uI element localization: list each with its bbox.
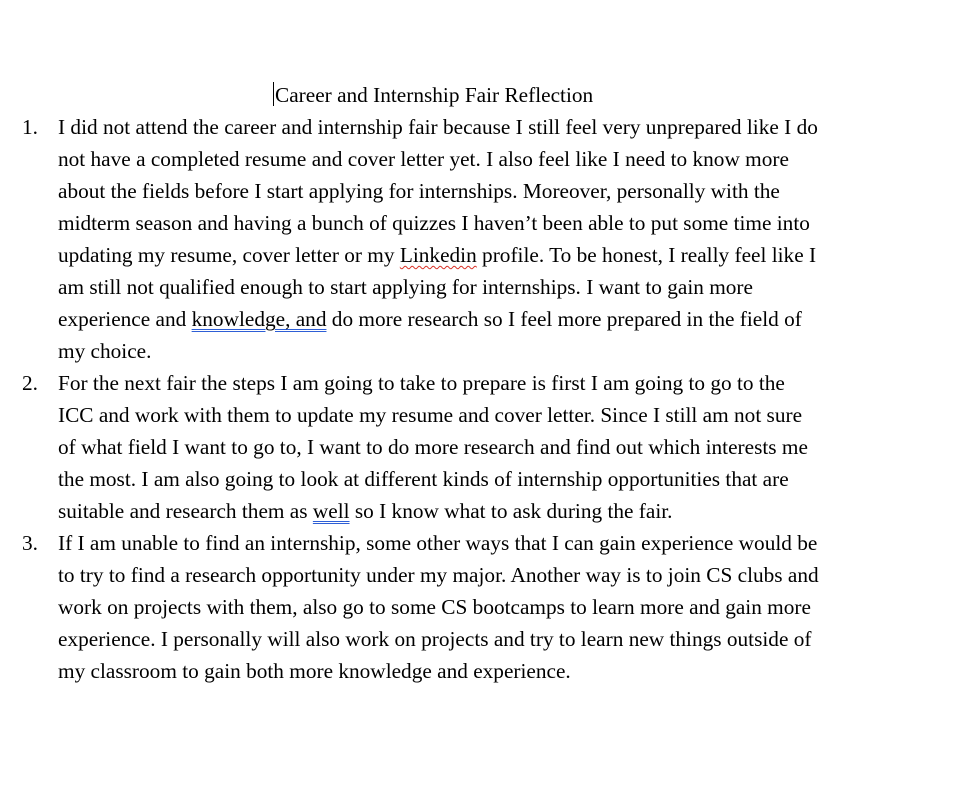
paragraph-2[interactable]	[58, 367, 928, 527]
text-segment: suitable and research them as	[58, 499, 313, 523]
list-item-2	[0, 367, 976, 527]
paragraph-3[interactable]	[58, 527, 928, 687]
list-number: 2.	[22, 371, 38, 395]
reflection-list	[0, 111, 976, 687]
paragraph-line	[58, 239, 928, 271]
paragraph-line: of what field I want to go to, I want to do more research and find out which interests me	[58, 435, 808, 459]
list-number: 3.	[22, 531, 38, 555]
paragraph-line: For the next fair the steps I am going to take to prepare is first I am going to go to the	[58, 371, 785, 395]
paragraph-1[interactable]	[58, 111, 928, 367]
paragraph-line	[58, 303, 928, 335]
text-cursor	[273, 82, 274, 106]
paragraph-line: my classroom to gain both more knowledge and experience.	[58, 659, 571, 683]
paragraph-line: the most. I am also going to look at different kinds of internship opportunities that are	[58, 467, 789, 491]
text-segment: updating my resume, cover letter or my	[58, 243, 400, 267]
spelling-flagged-word[interactable]: Linkedin	[399, 243, 477, 267]
text-segment: so I know what to ask during the fair.	[349, 499, 673, 523]
text-segment: do more research so I feel more prepared in the field of	[326, 307, 802, 331]
grammar-flagged-word[interactable]: well	[312, 499, 350, 523]
list-number: 1.	[22, 115, 38, 139]
list-item-1	[0, 111, 976, 367]
text-segment: profile. To be honest, I really feel like I	[476, 243, 817, 267]
paragraph-line: my choice.	[58, 339, 152, 363]
paragraph-line: ICC and work with them to update my resume and cover letter. Since I still am not sure	[58, 403, 803, 427]
paragraph-line: to try to find a research opportunity under my major. Another way is to join CS clubs and	[58, 563, 819, 587]
paragraph-line: not have a completed resume and cover letter yet. I also feel like I need to know more	[58, 147, 789, 171]
list-item-3	[0, 527, 976, 687]
paragraph-line: work on projects with them, also go to some CS bootcamps to learn more and gain more	[58, 595, 811, 619]
paragraph-line: If I am unable to find an internship, some other ways that I can gain experience would be	[58, 531, 818, 555]
text-segment: experience and	[58, 307, 192, 331]
paragraph-line: I did not attend the career and internship fair because I still feel very unprepared like I do	[58, 115, 818, 139]
paragraph-line: am still not qualified enough to start applying for internships. I want to gain more	[58, 275, 753, 299]
paragraph-line: about the fields before I start applying for internships. Moreover, personally with the	[58, 179, 780, 203]
paragraph-line	[58, 495, 928, 527]
document-title-line	[273, 79, 593, 111]
document-title: Career and Internship Fair Reflection	[275, 83, 594, 107]
paragraph-line: experience. I personally will also work on projects and try to learn new things outside of	[58, 627, 812, 651]
grammar-flagged-phrase[interactable]: knowledge, and	[191, 307, 327, 331]
paragraph-line: midterm season and having a bunch of quizzes I haven’t been able to put some time into	[58, 211, 810, 235]
